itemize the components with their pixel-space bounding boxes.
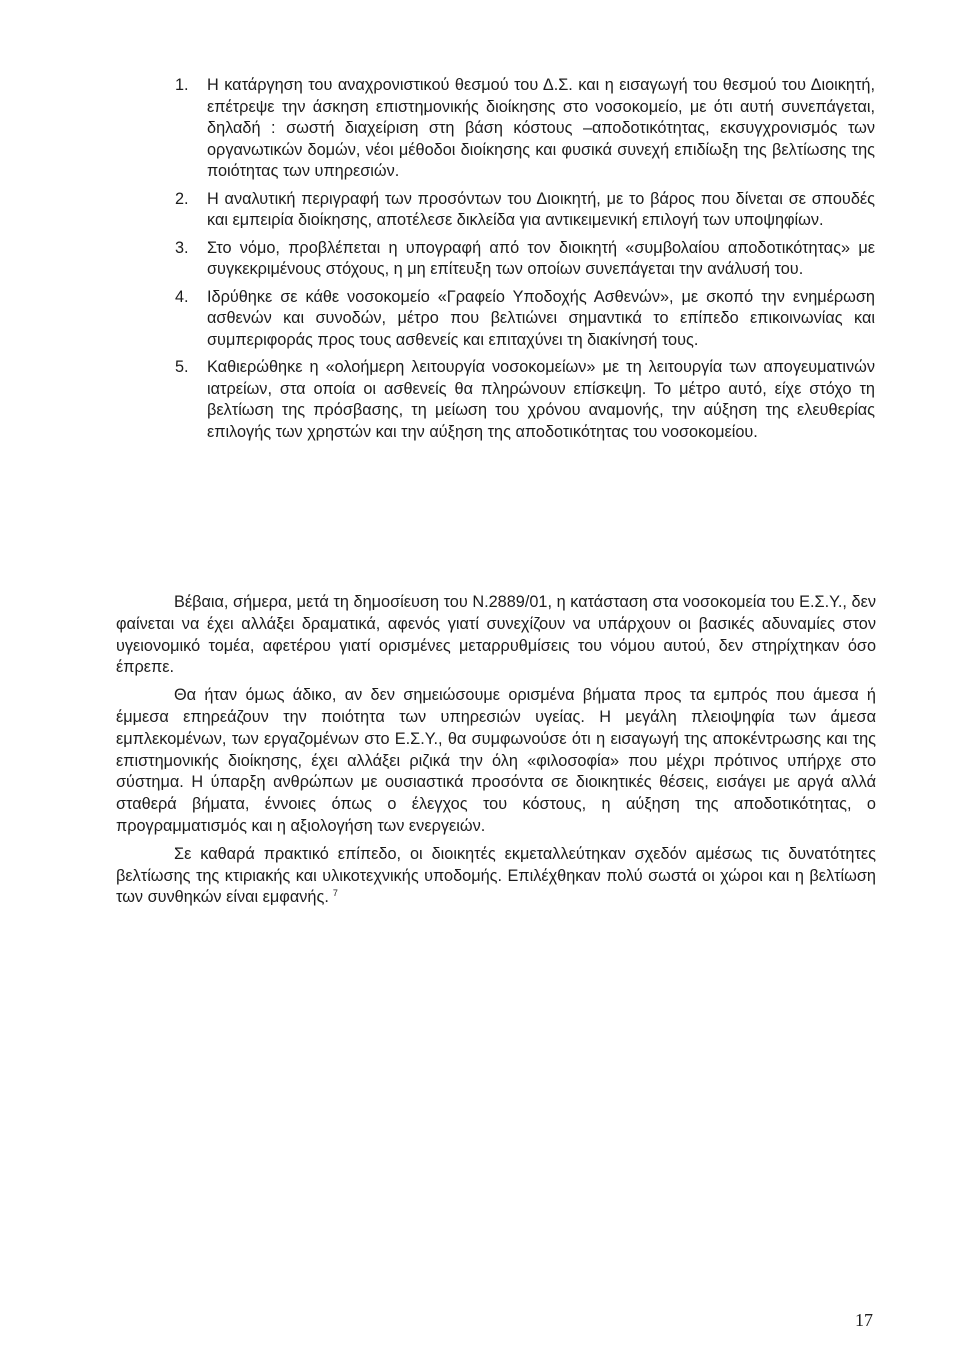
list-item bbox=[175, 238, 875, 281]
list-item-number: 3. bbox=[175, 238, 189, 257]
list-item bbox=[175, 75, 875, 183]
page-number: 17 bbox=[855, 1310, 873, 1330]
list-item-text: Ιδρύθηκε σε κάθε νοσοκομείο «Γραφείο Υποδοχής Ασθενών», με σκοπό την ενημέρωση ασθενών και συνοδών, μέτρο που βελτιώνει σημαντικά το επίπεδο επικοινωνίας και συμπεριφοράς προς τους ασθενείς και επιταχύνει τη διακίνησή τους. bbox=[207, 287, 875, 349]
paragraph-text: Σε καθαρά πρακτικό επίπεδο, οι διοικητές εκμεταλλεύτηκαν σχεδόν αμέσως τις δυνατότητες βελτίωσης της κτιριακής και υλικοτεχνικής υποδομής. Επιλέχθηκαν πολύ σωστά οι χώροι και η βελτίωση των συνθηκών είναι εμφανής. bbox=[116, 844, 876, 907]
list-item-number: 4. bbox=[175, 287, 189, 306]
paragraph: Θα ήταν όμως άδικο, αν δεν σημειώσουμε ορισμένα βήματα προς τα εμπρός που άμεσα ή έμμεσα επηρεάζουν την ποιότητα των υπηρεσιών υγείας. Η μεγάλη πλειοψηφία των άμεσα εμπλεκομένων, των εργαζομένων στο Ε.Σ.Υ., θα συμφωνούσε ότι η εισαγωγή της αποκέντρωσης και της επιστημονικής διοίκησης, έχει αλλάξει ριζικά την όλη «φιλοσοφία» που μέχρι πρότινος υπήρχε στο σύστημα. Η ύπαρξη ανθρώπων με ουσιαστικά προσόντα σε διοικητικές θέσεις, εισάγει με αργά αλλά σταθερά βήματα, έννοιες όπως ο έλεγχος του κόστους, η αύξηση της αποδοτικότητας, ο προγραμματισμός και η αξιολογήση των ενεργειών. bbox=[116, 686, 876, 835]
list-item-number: 1. bbox=[175, 76, 189, 94]
list-item-number: 5. bbox=[175, 358, 189, 376]
paragraph: Βέβαια, σήμερα, μετά τη δημοσίευση του Ν.2889/01, η κατάσταση στα νοσοκομεία του Ε.Σ.Υ., δεν φαίνεται να έχει αλλάξει δραματικά, αφενός γιατί συνεχίζουν να υπάρχουν οι βασικές αδυναμίες στον υγειονομικό τομέα, αφετέρου γιατί ορισμένες μεταρρυθμίσεις του νόμου αυτού, δεν στηρίχτηκαν όσο έπρεπε. bbox=[116, 593, 876, 677]
list-item-text: Η κατάργηση του αναχρονιστικού θεσμού του Δ.Σ. και η εισαγωγή του θεσμού του Διοικητή, επέτρεψε την άσκηση επιστημονικής διοίκησης στο νοσοκομείο, με ότι αυτή συνεπάγεται, δηλαδή : σωστή διαχείριση στη βάση κόστους –αποδοτικότητας, εκσυγχρονισμός των οργανωτικών δομών, νέοι μέθοδοι διοίκησης και φυσικά συνεχή επιδίωξη της βελτίωσης της ποιότητας των υπηρεσιών. bbox=[207, 76, 875, 180]
list-item-text: Στο νόμο, προβλέπεται η υπογραφή από τον διοικητή «συμβολαίου αποδοτικότητας» με συγκεκριμένους στόχους, η μη επίτευξη των οποίων συνεπάγεται την ανάλυσή του. bbox=[207, 238, 875, 278]
body-text bbox=[116, 592, 876, 915]
list-item-text: Καθιερώθηκε η «ολοήμερη λειτουργία νοσοκομείων» με τη λειτουργία των απογευματινών ιατρείων, στα οποία οι ασθενείς θα πληρώνουν επίσκεψη. Το μέτρο αυτό, είχε στόχο τη βελτίωση της πρόσβασης, τη μείωση του χρόνου αναμονής, την αύξηση της ελευθερίας επιλογής των χρηστών και την αύξηση της αποδοτικότητας του νοσοκομείου. bbox=[207, 358, 875, 441]
list-item-number: 2. bbox=[175, 189, 189, 208]
list-item bbox=[175, 189, 875, 232]
list-item bbox=[175, 357, 875, 443]
list-item-text: Η αναλυτική περιγραφή των προσόντων του Διοικητή, με το βάρος που δίνεται σε σπουδές και εμπειρία διοίκησης, αποτέλεσε δικλείδα για αντικειμενική επιλογή των υποψηφίων. bbox=[207, 189, 875, 229]
list-item bbox=[175, 287, 875, 352]
paragraph-with-footnote bbox=[116, 844, 876, 909]
numbered-list bbox=[175, 75, 875, 449]
footnote-marker: 7 bbox=[332, 887, 338, 898]
